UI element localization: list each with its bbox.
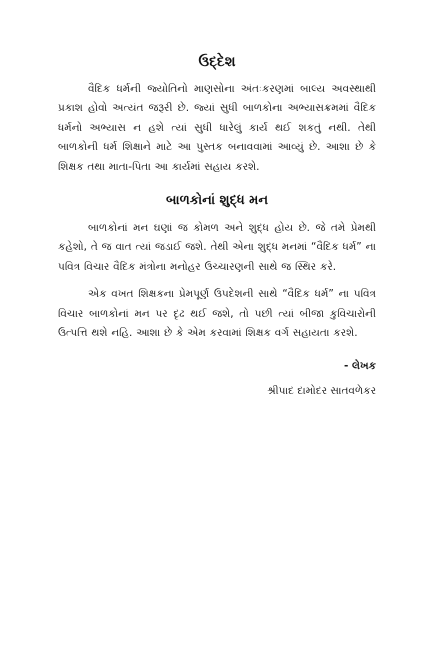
author-name: શ્રીપાદ દામોદર સાતવળેકર (267, 385, 376, 398)
author-role: - લેખક (344, 360, 376, 373)
document-page (58, 52, 376, 401)
section-heading: બાળકોનાં શુદ્ધ મન (165, 193, 269, 209)
body-paragraph-1: બાળકોનાં મન ઘણાં જ કોમળ અને શુદ્ધ હોય છે. જે તમે પ્રેમથી કહેશો, તે જ વાત ત્યાં જડાઈ જશે. તેથી એના શુદ્ધ મનમાં “વૈદિક ધર્મ” ના પવિત્ર વિચાર વૈદિક મંત્રોના મનોહર ઉચ્ચારણની સાથે જ સ્થિર કરે. (58, 222, 376, 273)
intro-paragraph: વૈદિક ધર્મની જ્યોતિનો માણસોના અંતઃકરણમાં બાલ્ય અવસ્થાથી પ્રકાશ હોવો અત્યંત જરૂરી છે. જ્યાં સુધી બાળકોના અભ્યાસક્રમમાં વૈદિક ધર્મનો અભ્યાસ ન હશે ત્યાં સુધી ધારેલું કાર્ય થઈ શકતું નથી. તેથી બાળકોની ધર્મ શિક્ષાને માટે આ પુસ્તક બનાવવામાં આવ્યું છે. આશા છે કે શિક્ષક તથા માતા-પિતા આ કાર્યમાં સહાય કરશે. (58, 83, 376, 173)
body-paragraph-2: એક વખત શિક્ષકના પ્રેમપૂર્ણ ઉપદેશની સાથે “વૈદિક ધર્મ” ના પવિત્ર વિચાર બાળકોનાં મન પર દૃઢ થઈ જશે, તો પછી ત્યાં બીજા કુવિચારોની ઉત્પત્તિ થશે નહિ. આશા છે કે એમ કરવામાં શિક્ષક વર્ગ સહાયતા કરશે. (58, 288, 376, 340)
page-title: ઉદ્દેશ (198, 54, 236, 70)
